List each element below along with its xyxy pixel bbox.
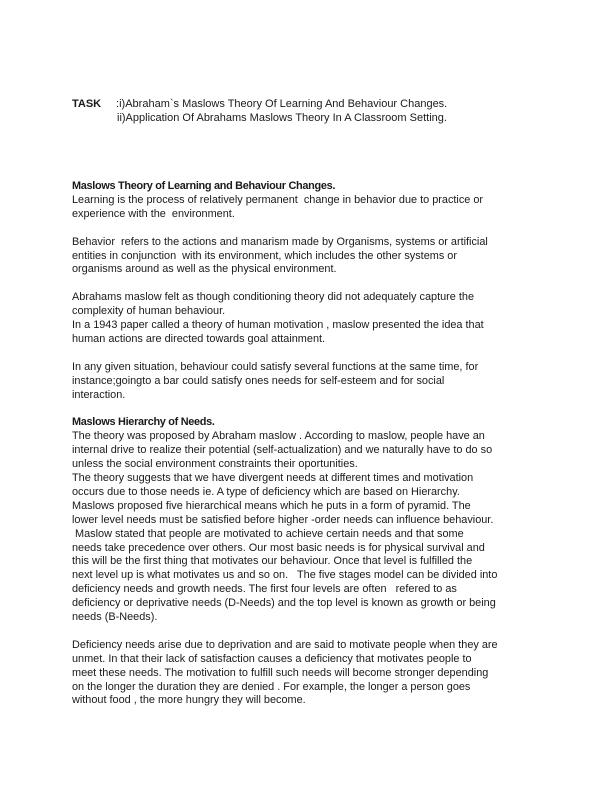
text-line: Abrahams maslow felt as though conditioning theory did not adequately capture the xyxy=(72,291,474,304)
text-line: organisms around as well as the physical environment. xyxy=(72,263,337,276)
text-line: Learning is the process of relatively permanent change in behavior due to practice or xyxy=(72,193,484,206)
text-line: Deficiency needs arise due to deprivation and are said to motivate people when they are xyxy=(72,638,498,651)
text-line: occurs due to those needs ie. A type of deficiency which are based on Hierarchy. xyxy=(72,485,460,498)
text-line: human actions are directed towards goal attainment. xyxy=(72,332,326,345)
text-line: The theory suggests that we have divergent needs at different times and motivation xyxy=(72,471,474,484)
text-line: internal drive to realize their potential (self-actualization) and we naturally have to do so xyxy=(72,444,493,457)
text-line: on the longer the duration they are denied . For example, the longer a person goes xyxy=(72,680,471,693)
paragraph xyxy=(72,639,552,709)
text-line: this will be the first thing that motivates our behaviour. Once that level is fulfilled the xyxy=(72,555,473,568)
text-line: deficiency needs and growth needs. The first four levels are often refered to as xyxy=(72,583,457,596)
text-line: Behavior refers to the actions and manarism made by Organisms, systems or artificial xyxy=(72,235,488,248)
paragraph xyxy=(72,291,552,347)
text-line: unmet. In that their lack of satisfaction causes a deficiency that motivates people to xyxy=(72,652,472,665)
text-line: Maslow stated that people are motivated to achieve certain needs and that some xyxy=(72,527,464,540)
text-line: meet these needs. The motivation to fulfill such needs will become stronger depending xyxy=(72,666,489,679)
section-heading: Maslows Hierarchy of Needs. xyxy=(72,416,215,429)
text-line: unless the social environment constraints their oportunities. xyxy=(72,458,358,471)
text-line: next level up is what motivates us and so on. The five stages model can be divided into xyxy=(72,569,498,582)
text-line: instance;goingto a bar could satisfy ones needs for self-esteem and for social xyxy=(72,374,445,387)
text-line: needs take precedence over others. Our most basic needs is for physical survival and xyxy=(72,541,485,554)
text-line: entities in conjunction with its environment, which includes the other systems or xyxy=(72,249,457,262)
task-label: TASK xyxy=(72,98,102,110)
text-line: deficiency or deprivative needs (D-Needs) and the top level is known as growth or being xyxy=(72,597,496,610)
text-line: In any given situation, behaviour could satisfy several functions at the same time, for xyxy=(72,360,479,373)
text-line: The theory was proposed by Abraham maslow . According to maslow, people have an xyxy=(72,430,485,443)
document-body xyxy=(72,180,552,708)
task-item-2: ii)Application Of Abrahams Maslows Theory In A Classroom Setting. xyxy=(117,112,447,124)
task-row-1 xyxy=(72,97,447,111)
text-line: without food , the more hungry they will become. xyxy=(72,694,306,707)
task-block xyxy=(72,97,447,125)
text-line: interaction. xyxy=(72,388,126,401)
text-line: Maslows proposed five hierarchical means which he puts in a form of pyramid. The xyxy=(72,499,471,512)
section-heading: Maslows Theory of Learning and Behaviour Changes. xyxy=(72,180,336,192)
paragraph xyxy=(72,194,552,222)
task-item-1: :i)Abraham`s Maslows Theory Of Learning And Behaviour Changes. xyxy=(113,98,448,110)
text-line: experience with the environment. xyxy=(72,207,235,220)
text-line: lower level needs must be satisfied before higher -order needs can influence behaviour. xyxy=(72,513,494,526)
paragraph xyxy=(72,430,552,625)
text-line: needs (B-Needs). xyxy=(72,611,158,624)
paragraph xyxy=(72,236,552,278)
text-line: complexity of human behaviour. xyxy=(72,305,226,318)
paragraph xyxy=(72,361,552,403)
text-line: In a 1943 paper called a theory of human motivation , maslow presented the idea that xyxy=(72,319,484,332)
